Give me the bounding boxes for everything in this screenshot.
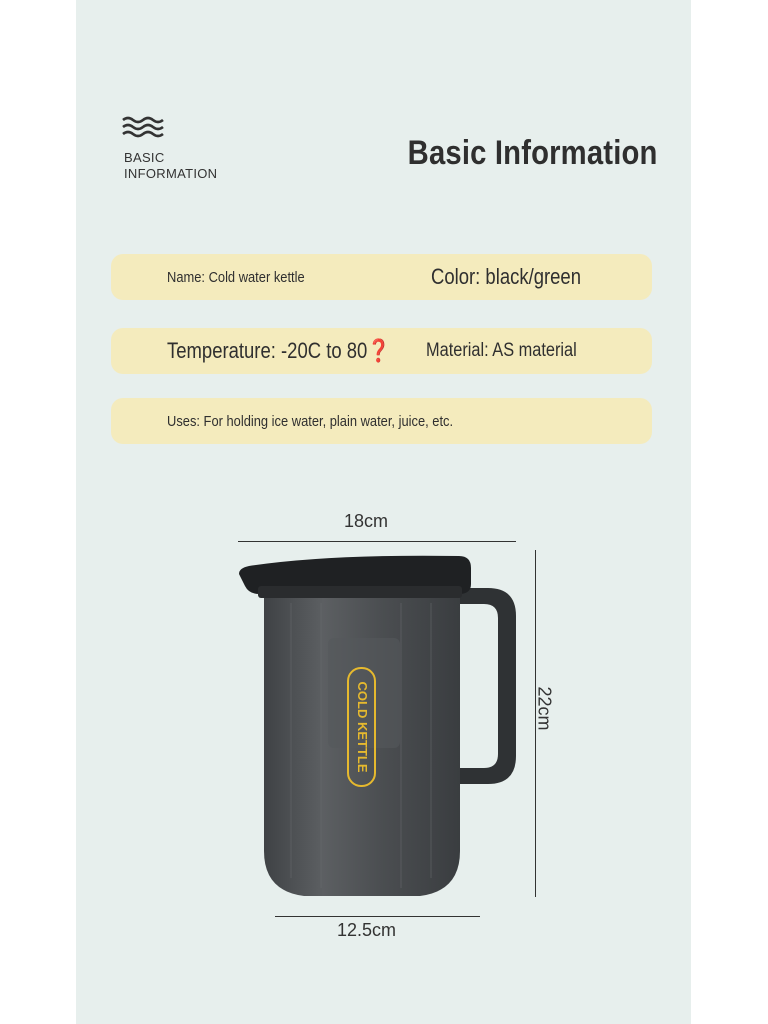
- width-dimension-label: 18cm: [344, 511, 389, 531]
- section-label-line2: INFORMATION: [124, 166, 218, 181]
- section-label: [124, 150, 217, 182]
- waves-icon: [122, 116, 166, 138]
- height-dimension-label: 22cm: [534, 686, 555, 731]
- cold-kettle-image: [236, 548, 526, 898]
- section-label-line1: BASIC: [124, 150, 165, 165]
- width-dimension-line: [238, 541, 516, 542]
- info-color: Color: black/green: [431, 264, 581, 289]
- kettle-label: COLD KETTLE: [355, 681, 371, 773]
- info-material: Material: AS material: [426, 340, 577, 361]
- info-row-name-color: [111, 254, 652, 300]
- bottom-dimension-label: 12.5cm: [337, 920, 397, 940]
- info-temperature: Temperature: -20C to 80❓: [167, 338, 391, 363]
- info-name: Name: Cold water kettle: [167, 268, 305, 286]
- info-row-temperature-material: [111, 328, 652, 374]
- info-uses: Uses: For holding ice water, plain water, juice, etc.: [167, 412, 454, 430]
- bottom-dimension-line: [275, 916, 480, 917]
- page-title: Basic Information: [408, 134, 658, 172]
- info-row-uses: [111, 398, 652, 444]
